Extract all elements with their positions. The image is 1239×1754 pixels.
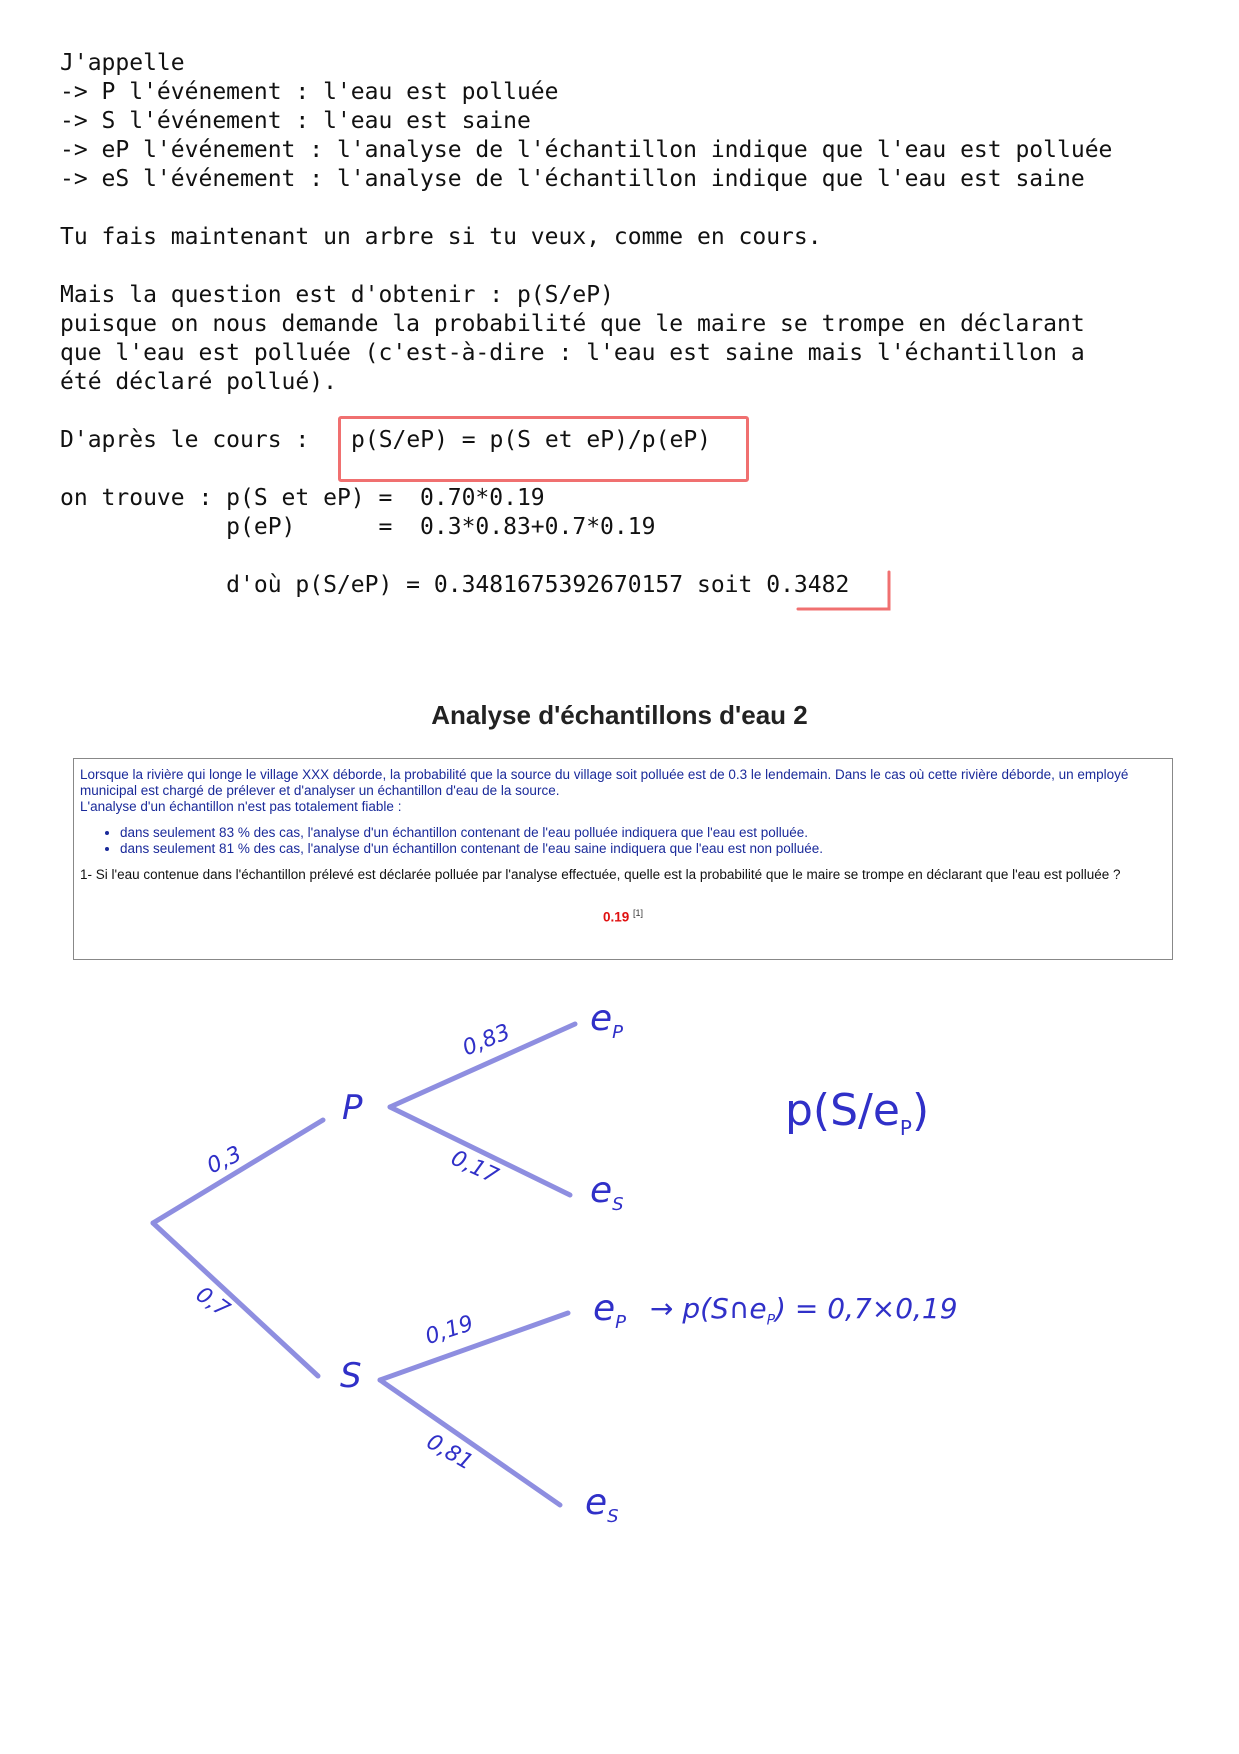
branch-S-eS [380, 1380, 560, 1505]
branch-S-eP [380, 1313, 568, 1380]
text-line-1: J'appelle [60, 50, 185, 76]
list-item: • dans seulement 81 % des cas, l'analyse d'un échantillon contenant de l'eau saine indiquera que l'eau est non polluée. [120, 841, 1166, 857]
leaf-S-eS: $e_S$ [585, 1482, 619, 1528]
leaf-S-eP: $e_P$ [593, 1288, 627, 1334]
branch-root-S [153, 1223, 318, 1376]
list-item: • dans seulement 83 % des cas, l'analyse d'un échantillon contenant de l'eau polluée indiquera que l'eau est polluée. [120, 825, 1166, 841]
result-prefix: d'où p(S/eP) = 0.3481675392670157 soit [60, 572, 767, 598]
answer-footnote-link[interactable]: [1] [633, 908, 644, 918]
text-line-4: -> eP l'événement : l'analyse de l'échantillon indique que l'eau est polluée [60, 137, 1113, 163]
text-line-10: été déclaré pollué). [60, 369, 337, 395]
text-line-5: -> eS l'événement : l'analyse de l'échantillon indique que l'eau est saine [60, 166, 1085, 192]
text-line-7: Mais la question est d'obtenir : p(S/eP) [60, 282, 614, 308]
node-S: S [340, 1356, 362, 1396]
text-line-9: que l'eau est polluée (c'est-à-dire : l'eau est saine mais l'échantillon a [60, 340, 1085, 366]
cours-label: D'après le cours : [60, 427, 324, 453]
prob-P-eS: 0,17 [447, 1145, 502, 1190]
exercise-intro-2: L'analyse d'un échantillon n'est pas totalement fiable : [80, 799, 402, 814]
calc-line-1: on trouve : p(S et eP) = 0.70*0.19 [60, 485, 545, 511]
prob-root-P: 0,3 [203, 1141, 246, 1180]
leaf-P-eS: $e_S$ [590, 1170, 624, 1216]
node-P: P [342, 1088, 363, 1128]
branch-root-P [153, 1120, 323, 1223]
answer-value: 0.19 [602, 909, 630, 925]
prob-S-eP: 0,19 [422, 1311, 477, 1350]
formula: p(S/eP) = p(S et eP)/p(eP) [351, 427, 712, 453]
intersection-note: → $p(S\cap e_P) = 0,7\times 0,19$ [650, 1292, 958, 1329]
prob-P-eP: 0,83 [459, 1019, 514, 1062]
text-line-3: -> S l'événement : l'eau est saine [60, 108, 531, 134]
text-line-8: puisque on nous demande la probabilité que le maire se trompe en déclarant [60, 311, 1085, 337]
text-line-2: -> P l'événement : l'eau est polluée [60, 79, 559, 105]
exercise-title: Analyse d'échantillons d'eau 2 [431, 700, 808, 730]
prob-S-eS: 0,81 [422, 1429, 477, 1476]
prob-root-S: 0,7 [190, 1282, 235, 1323]
target-probability: $p(S/e_P)$ [785, 1085, 930, 1140]
exercise-intro: Lorsque la rivière qui longe le village XXX déborde, la probabilité que la source du village soit polluée est de 0.3 le lendemain. Dans le cas où cette rivière déborde, un employé municipal est chargé de prélever et d'analyser un échantillon d'eau de la source. [80, 767, 1129, 798]
calc-line-2: p(eP) = 0.3*0.83+0.7*0.19 [60, 514, 656, 540]
exercise-question: 1- Si l'eau contenue dans l'échantillon prélevé est déclarée polluée par l'analyse effectuée, quelle est la probabilité que le maire se trompe en déclarant que l'eau est polluée ? [80, 867, 1121, 882]
result-value: 0.3482 [766, 572, 850, 598]
text-line-6: Tu fais maintenant un arbre si tu veux, comme en cours. [60, 224, 822, 250]
leaf-P-eP: $e_P$ [590, 998, 624, 1044]
